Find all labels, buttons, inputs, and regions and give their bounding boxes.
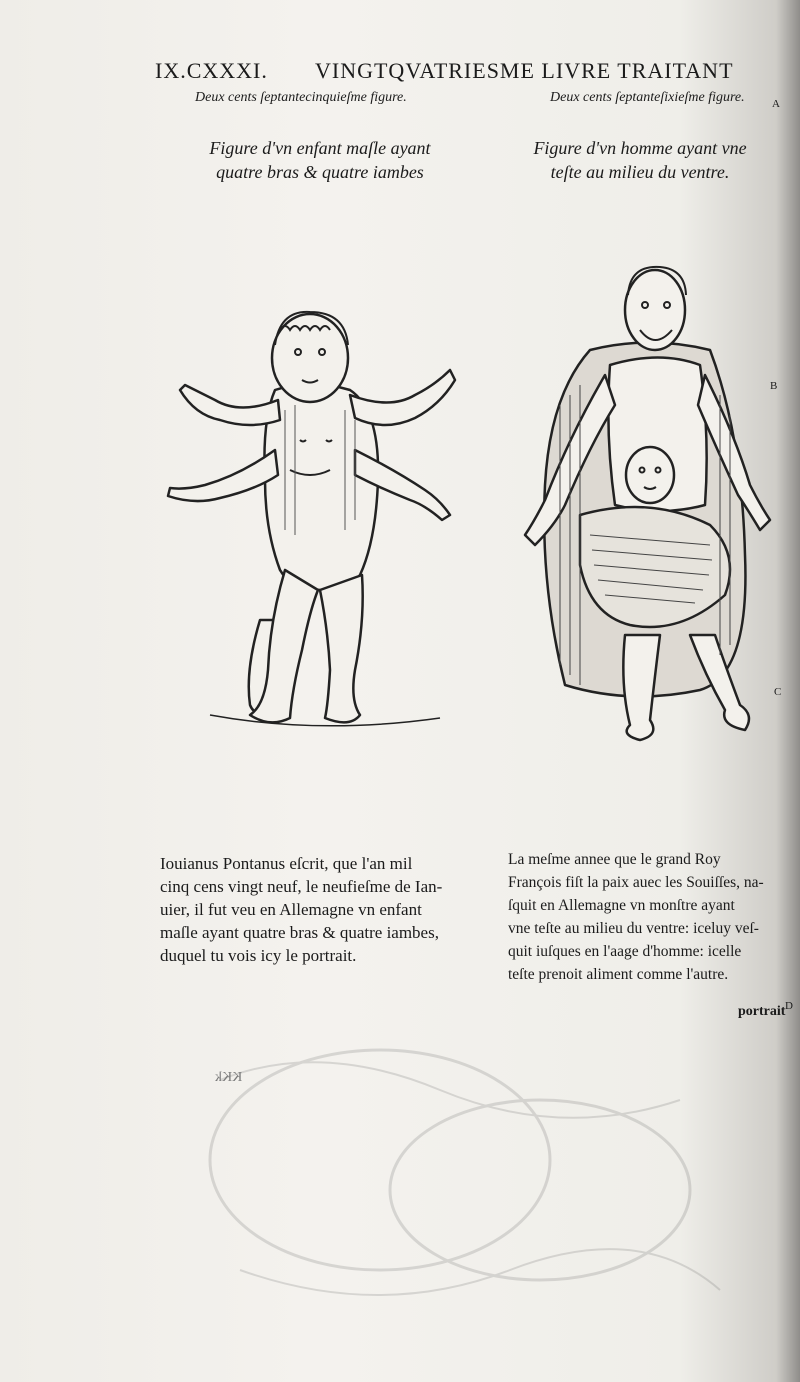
figure-label-right: Deux cents ſeptanteſixieſme figure. (550, 90, 745, 105)
caption-line: teſte au milieu du ventre. (550, 162, 730, 182)
show-through-illustration (180, 1020, 740, 1340)
text-line: La meſme annee que le grand Roy (508, 851, 721, 868)
text-line: vne teſte au milieu du ventre: iceluy veſ- (508, 920, 759, 937)
text-line: François fiſt la paix auec les Souiſſes, na- (508, 874, 764, 891)
text-line: uier, il fut veu en Allemagne vn enfant (160, 900, 422, 919)
text-line: ſquit en Allemagne vn monſtre ayant (508, 897, 735, 914)
four-armed-child-woodcut (150, 290, 480, 740)
text-block-left (160, 852, 495, 967)
text-line: cinq cens vingt neuf, le neufieſme de Ian- (160, 877, 443, 896)
text-line: quit iuſques en l'aage d'homme: icelle (508, 943, 742, 960)
running-header (155, 58, 755, 88)
figure-label-left: Deux cents ſeptantecinquieſme figure. (195, 90, 407, 105)
text-line: Iouianus Pontanus eſcrit, que l'an mil (160, 854, 413, 873)
running-title: VINGTQVATRIESME LIVRE TRAITANT (315, 58, 734, 83)
text-block-right (508, 848, 788, 986)
catchword: portrait (738, 1004, 786, 1019)
show-through-signature: KKk (215, 1070, 243, 1085)
figure-caption-right (510, 136, 770, 184)
man-with-head-in-belly-woodcut (510, 255, 790, 755)
text-line: teſte prenoit aliment comme l'autre. (508, 966, 729, 983)
folio-number: IX.CXXXI. (155, 58, 268, 83)
figure-caption-left (170, 136, 470, 184)
margin-mark-b: B (770, 380, 778, 392)
text-line: maſle ayant quatre bras & quatre iambes, (160, 923, 439, 942)
margin-mark-a: A (772, 98, 780, 110)
margin-mark-c: C (774, 686, 782, 698)
caption-line: quatre bras & quatre iambes (216, 162, 424, 182)
caption-line: Figure d'vn enfant maſle ayant (209, 138, 431, 158)
margin-mark-d: D (785, 1000, 793, 1012)
caption-line: Figure d'vn homme ayant vne (533, 138, 747, 158)
text-line: duquel tu vois icy le portrait. (160, 946, 357, 965)
